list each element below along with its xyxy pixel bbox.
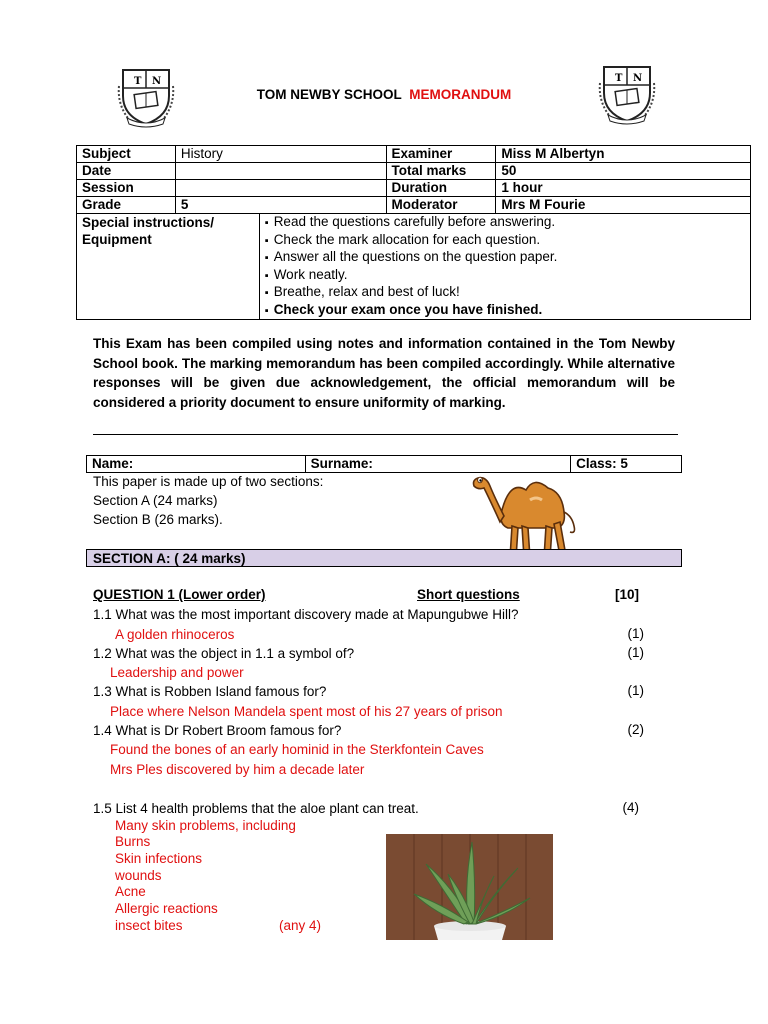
paper-info-line: Section B (26 marks). [93, 512, 223, 527]
answer-text: insect bites [115, 918, 183, 933]
paper-info-line: This paper is made up of two sections: [93, 474, 324, 489]
answer-text: Acne [115, 884, 146, 899]
duration-label: Duration [386, 180, 496, 197]
special-instructions-label [77, 214, 260, 320]
name-field[interactable]: Name: [87, 456, 306, 473]
subject-label: Subject [77, 146, 176, 163]
instruction-item: ▪ Check the mark allocation for each question. [265, 232, 745, 250]
instruction-item: ▪ Breathe, relax and best of luck! [265, 284, 745, 302]
section-a-header: SECTION A: ( 24 marks) [86, 549, 682, 567]
date-value [175, 163, 386, 180]
question-text: 1.2 What was the object in 1.1 a symbol of? [93, 646, 355, 661]
examiner-value: Miss M Albertyn [496, 146, 751, 163]
question1-title: QUESTION 1 (Lower order) [93, 587, 266, 602]
moderator-label: Moderator [386, 197, 496, 214]
intro-paragraph: This Exam has been compiled using notes and information contained in the Tom Newby School book. The marking memorandum has been compiled accordingly. While alternative responses will be given due acknowledgement, the official memorandum will be considered a priority document to ensure uniformity of marking. [93, 336, 675, 410]
mark-allocation: (1) [627, 626, 644, 641]
question1-total: [10] [615, 587, 640, 602]
paper-info-line: Section A (24 marks) [93, 493, 218, 508]
grade-value: 5 [175, 197, 386, 214]
answer-text: Many skin problems, including [115, 818, 296, 833]
mark-allocation: (2) [627, 722, 644, 737]
answer-text: Found the bones of an early hominid in the Sterkfontein Caves [110, 742, 484, 757]
answer-text: Allergic reactions [115, 901, 218, 916]
mark-allocation: (1) [627, 645, 644, 660]
duration-value: 1 hour [496, 180, 751, 197]
total-marks-value: 50 [496, 163, 751, 180]
special-instructions-list [259, 214, 750, 320]
divider [93, 434, 678, 435]
svg-text:T: T [615, 73, 623, 84]
total-marks-label: Total marks [386, 163, 496, 180]
session-value [175, 180, 386, 197]
svg-text:N: N [152, 76, 162, 87]
answer-text: wounds [115, 868, 162, 883]
session-label: Session [77, 180, 176, 197]
class-field[interactable]: Class: 5 [571, 456, 682, 473]
question-text: 1.3 What is Robben Island famous for? [93, 684, 327, 699]
instructions-label-line2: Equipment [82, 232, 152, 247]
answer-text: Burns [115, 834, 151, 849]
instruction-item: ▪ Work neatly. [265, 267, 745, 285]
examiner-label: Examiner [386, 146, 496, 163]
moderator-value: Mrs M Fourie [496, 197, 751, 214]
answer-text: Skin infections [115, 851, 203, 866]
memorandum-label: MEMORANDUM [409, 87, 512, 102]
subject-value: History [175, 146, 386, 163]
answer-note: (any 4) [279, 918, 322, 933]
svg-text:N: N [633, 73, 643, 84]
svg-text:T: T [134, 76, 142, 87]
student-details-table [86, 455, 682, 473]
instructions-label-line1: Special instructions/ [82, 215, 215, 230]
answer-text: Mrs Ples discovered by him a decade later [110, 762, 365, 777]
instruction-item: ▪ Read the questions carefully before answering. [265, 214, 745, 232]
mark-allocation: (4) [622, 800, 639, 815]
grade-label: Grade [77, 197, 176, 214]
surname-field[interactable]: Surname: [305, 456, 571, 473]
page-title [0, 87, 768, 102]
answer-text: A golden rhinoceros [115, 627, 235, 642]
date-label: Date [77, 163, 176, 180]
instruction-item: ▪ Answer all the questions on the question paper. [265, 249, 745, 267]
answer-text: Place where Nelson Mandela spent most of his 27 years of prison [110, 704, 503, 719]
question-text: 1.1 What was the most important discovery made at Mapungubwe Hill? [93, 607, 519, 622]
exam-info-table [76, 145, 751, 320]
answer-text: Leadership and power [110, 665, 244, 680]
instruction-item: ▪ Check your exam once you have finished. [265, 302, 745, 320]
question-text: 1.5 List 4 health problems that the aloe plant can treat. [93, 801, 419, 816]
mark-allocation: (1) [627, 683, 644, 698]
question-text: 1.4 What is Dr Robert Broom famous for? [93, 723, 342, 738]
aloe-plant-icon [386, 834, 553, 940]
question1-type: Short questions [417, 587, 520, 602]
school-name: TOM NEWBY SCHOOL [256, 87, 402, 102]
